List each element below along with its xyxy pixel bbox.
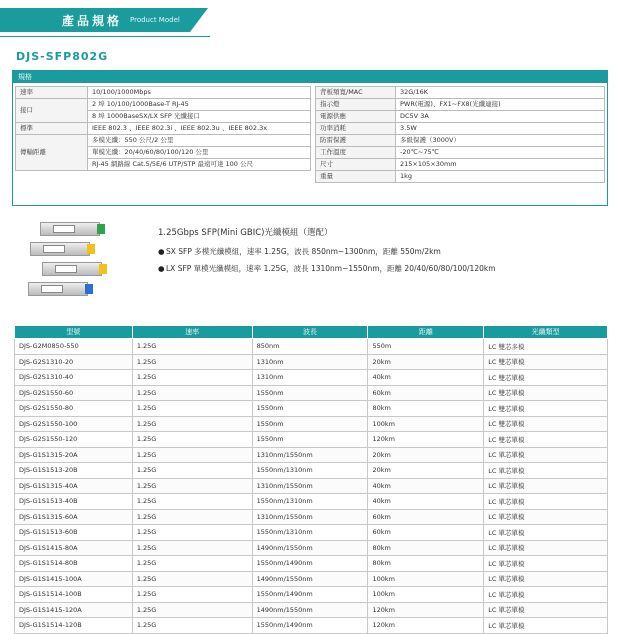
bullet-icon: ●: [158, 247, 165, 256]
cell-fiber-type: LC 單芯單模: [484, 602, 608, 618]
sfp-module-image-3: [42, 262, 102, 276]
cell-rate: 1.25G: [132, 525, 252, 541]
cell-distance: 60km: [368, 509, 484, 525]
spec-key: 重量: [316, 171, 396, 183]
spec-row: [316, 171, 605, 183]
cell-distance: 80km: [368, 556, 484, 572]
cell-rate: 1.25G: [132, 416, 252, 432]
cell-model: DJS-G1S1514-120B: [15, 618, 133, 634]
sfp-tip-green: [97, 224, 105, 234]
table-row: [15, 540, 608, 556]
spec-table-left: [15, 86, 311, 171]
cell-wavelength: 850nm: [252, 339, 368, 355]
cell-distance: 100km: [368, 571, 484, 587]
cell-wavelength: 1310nm/1550nm: [252, 447, 368, 463]
cell-fiber-type: LC 單芯單模: [484, 447, 608, 463]
sfp-tip-yellow: [99, 264, 107, 274]
table-row: [15, 494, 608, 510]
spec-value: 215×105×30mm: [396, 159, 605, 171]
cell-fiber-type: LC 單芯單模: [484, 494, 608, 510]
bullet-icon: ●: [158, 264, 165, 273]
cell-wavelength: 1550nm/1490nm: [252, 618, 368, 634]
sfp-module-image-4: [28, 282, 88, 296]
cell-rate: 1.25G: [132, 587, 252, 603]
table-row: [15, 354, 608, 370]
cell-fiber-type: LC 雙芯單模: [484, 416, 608, 432]
spec-value: IEEE 802.3 、IEEE 802.3i 、IEEE 802.3u 、IEEE 802.3x: [88, 123, 311, 135]
cell-model: DJS-G1S1513-60B: [15, 525, 133, 541]
spec-row: [316, 159, 605, 171]
table-row: [15, 509, 608, 525]
table-row: [15, 587, 608, 603]
cell-fiber-type: LC 雙芯多模: [484, 339, 608, 355]
cell-wavelength: 1490nm/1550nm: [252, 571, 368, 587]
table-row: [15, 432, 608, 448]
col-header-distance: 距離: [368, 326, 484, 339]
cell-fiber-type: LC 單芯單模: [484, 618, 608, 634]
col-header-rate: 速率: [132, 326, 252, 339]
spec-key: 接口: [16, 99, 88, 123]
cell-model: DJS-G1S1514-80B: [15, 556, 133, 572]
table-row: [15, 370, 608, 386]
header-title: 產品規格: [62, 14, 123, 28]
spec-key: 標準: [16, 123, 88, 135]
cell-distance: 20km: [368, 463, 484, 479]
sfp-module-section: [20, 218, 610, 308]
cell-model: DJS-G2S1550-120: [15, 432, 133, 448]
module-bullet-sx: [158, 246, 598, 257]
spec-value: 1kg: [396, 171, 605, 183]
cell-wavelength: 1490nm/1550nm: [252, 540, 368, 556]
bullet-text: SX SFP 多模光纖模組，速率 1.25G，波長 850nm~1300nm，距離 550m/2km: [166, 247, 441, 256]
table-row: [15, 618, 608, 634]
table-row: [15, 339, 608, 355]
spec-key: 防雷保護: [316, 135, 396, 147]
table-row: [15, 401, 608, 417]
col-header-fiber-type: 光纖類型: [484, 326, 608, 339]
cell-model: DJS-G1S1415-80A: [15, 540, 133, 556]
cell-distance: 40km: [368, 494, 484, 510]
cell-model: DJS-G1S1415-100A: [15, 571, 133, 587]
cell-fiber-type: LC 雙芯單模: [484, 432, 608, 448]
module-title: 1.25Gbps SFP(Mini GBIC)光纖模組（選配）: [158, 228, 333, 238]
cell-distance: 40km: [368, 370, 484, 386]
cell-distance: 120km: [368, 618, 484, 634]
cell-model: DJS-G2S1310-40: [15, 370, 133, 386]
table-row: [15, 416, 608, 432]
spec-table-right: [315, 86, 605, 183]
spec-key: 速率: [16, 87, 88, 99]
spec-value: 多模光纖：550 公尺/2 公里: [88, 135, 311, 147]
cell-rate: 1.25G: [132, 463, 252, 479]
cell-model: DJS-G1S1415-120A: [15, 602, 133, 618]
cell-wavelength: 1550nm: [252, 416, 368, 432]
spec-key: 尺寸: [316, 159, 396, 171]
cell-rate: 1.25G: [132, 401, 252, 417]
table-row: [15, 385, 608, 401]
cell-model: DJS-G2S1310-20: [15, 354, 133, 370]
section-header: [0, 0, 620, 40]
cell-rate: 1.25G: [132, 556, 252, 572]
cell-fiber-type: LC 雙芯單模: [484, 401, 608, 417]
cell-wavelength: 1310nm: [252, 370, 368, 386]
model-number: DJS-SFP802G: [16, 50, 109, 63]
spec-key: 背板頻寬/MAC: [316, 87, 396, 99]
spec-key: 工作溫度: [316, 147, 396, 159]
sfp-model-table: [14, 325, 608, 634]
cell-wavelength: 1550nm/1310nm: [252, 463, 368, 479]
cell-model: DJS-G2M0850-550: [15, 339, 133, 355]
cell-fiber-type: LC 單芯單模: [484, 587, 608, 603]
table-row: [15, 556, 608, 572]
spec-value: -20℃~75℃: [396, 147, 605, 159]
cell-fiber-type: LC 雙芯單模: [484, 370, 608, 386]
spec-row: [16, 99, 311, 111]
cell-rate: 1.25G: [132, 370, 252, 386]
spec-row: [316, 147, 605, 159]
sfp-tip-blue: [85, 284, 93, 294]
cell-fiber-type: LC 單芯單模: [484, 556, 608, 572]
table-row: [15, 525, 608, 541]
cell-distance: 100km: [368, 416, 484, 432]
spec-value: PWR(電源)、FX1~FX8(光纖連接): [396, 99, 605, 111]
cell-distance: 120km: [368, 602, 484, 618]
spec-row: [16, 135, 311, 147]
cell-distance: 60km: [368, 385, 484, 401]
spec-value: 多級保護（3000V）: [396, 135, 605, 147]
spec-row: [16, 87, 311, 99]
cell-fiber-type: LC 單芯單模: [484, 509, 608, 525]
spec-row: [316, 123, 605, 135]
cell-rate: 1.25G: [132, 540, 252, 556]
spec-value: 3.5W: [396, 123, 605, 135]
header-divider: [0, 36, 210, 37]
cell-rate: 1.25G: [132, 602, 252, 618]
cell-fiber-type: LC 單芯單模: [484, 478, 608, 494]
spec-value: RJ-45 網路線 Cat.5/5E/6 UTP/STP 最遠可達 100 公尺: [88, 159, 311, 171]
cell-distance: 40km: [368, 478, 484, 494]
cell-model: DJS-G1S1315-60A: [15, 509, 133, 525]
cell-wavelength: 1550nm/1310nm: [252, 494, 368, 510]
cell-wavelength: 1550nm/1490nm: [252, 587, 368, 603]
spec-heading: 規格: [13, 71, 607, 83]
col-header-model: 型號: [15, 326, 133, 339]
spec-value: 32G/16K: [396, 87, 605, 99]
cell-model: DJS-G1S1513-40B: [15, 494, 133, 510]
table-row: [15, 463, 608, 479]
cell-rate: 1.25G: [132, 618, 252, 634]
cell-wavelength: 1550nm/1490nm: [252, 556, 368, 572]
table-row: [15, 447, 608, 463]
cell-distance: 80km: [368, 401, 484, 417]
spec-panel: [12, 70, 608, 206]
bullet-text: LX SFP 單模光纖模組，速率 1.25G，波長 1310nm~1550nm，距離 20/40/60/80/100/120km: [166, 264, 496, 273]
cell-distance: 60km: [368, 525, 484, 541]
spec-row: [16, 123, 311, 135]
col-header-wavelength: 波長: [252, 326, 368, 339]
header-subtitle: Product Model: [130, 16, 180, 24]
cell-distance: 120km: [368, 432, 484, 448]
cell-rate: 1.25G: [132, 385, 252, 401]
cell-rate: 1.25G: [132, 509, 252, 525]
cell-wavelength: 1310nm/1550nm: [252, 509, 368, 525]
cell-rate: 1.25G: [132, 447, 252, 463]
cell-fiber-type: LC 單芯單模: [484, 525, 608, 541]
spec-row: [316, 87, 605, 99]
table-row: [15, 571, 608, 587]
sfp-module-image-2: [30, 242, 90, 256]
cell-rate: 1.25G: [132, 432, 252, 448]
cell-fiber-type: LC 單芯單模: [484, 540, 608, 556]
cell-model: DJS-G2S1550-80: [15, 401, 133, 417]
sfp-tip-yellow: [87, 244, 95, 254]
cell-distance: 20km: [368, 354, 484, 370]
table-row: [15, 478, 608, 494]
spec-key: 電源供應: [316, 111, 396, 123]
spec-key: 傳輸距離: [16, 135, 88, 171]
spec-row: [316, 99, 605, 111]
cell-model: DJS-G1S1315-20A: [15, 447, 133, 463]
spec-value: 2 埠 10/100/1000Base-T RJ-45: [88, 99, 311, 111]
cell-fiber-type: LC 雙芯單模: [484, 385, 608, 401]
spec-key: 功率消耗: [316, 123, 396, 135]
spec-row: [316, 111, 605, 123]
cell-rate: 1.25G: [132, 494, 252, 510]
sfp-module-image-1: [40, 222, 100, 236]
cell-wavelength: 1550nm: [252, 385, 368, 401]
cell-fiber-type: LC 雙芯單模: [484, 354, 608, 370]
module-bullet-lx: [158, 263, 598, 274]
cell-distance: 80km: [368, 540, 484, 556]
cell-model: DJS-G2S1550-100: [15, 416, 133, 432]
cell-rate: 1.25G: [132, 339, 252, 355]
table-row: [15, 602, 608, 618]
cell-wavelength: 1310nm: [252, 354, 368, 370]
cell-rate: 1.25G: [132, 354, 252, 370]
cell-distance: 550m: [368, 339, 484, 355]
cell-model: DJS-G1S1514-100B: [15, 587, 133, 603]
spec-row: [316, 135, 605, 147]
cell-fiber-type: LC 單芯單模: [484, 571, 608, 587]
spec-value: DC5V 3A: [396, 111, 605, 123]
cell-wavelength: 1550nm/1310nm: [252, 525, 368, 541]
spec-value: 10/100/1000Mbps: [88, 87, 311, 99]
cell-rate: 1.25G: [132, 478, 252, 494]
cell-fiber-type: LC 單芯單模: [484, 463, 608, 479]
cell-wavelength: 1550nm: [252, 432, 368, 448]
cell-distance: 100km: [368, 587, 484, 603]
cell-wavelength: 1550nm: [252, 401, 368, 417]
cell-model: DJS-G2S1550-60: [15, 385, 133, 401]
cell-distance: 20km: [368, 447, 484, 463]
cell-model: DJS-G1S1315-40A: [15, 478, 133, 494]
cell-wavelength: 1310nm/1550nm: [252, 478, 368, 494]
cell-rate: 1.25G: [132, 571, 252, 587]
cell-model: DJS-G1S1513-20B: [15, 463, 133, 479]
table-header-row: [15, 326, 608, 339]
spec-key: 指示燈: [316, 99, 396, 111]
spec-value: 單模光纖：20/40/60/80/100/120 公里: [88, 147, 311, 159]
spec-value: 8 埠 1000BaseSX/LX SFP 光纖接口: [88, 111, 311, 123]
cell-wavelength: 1490nm/1550nm: [252, 602, 368, 618]
